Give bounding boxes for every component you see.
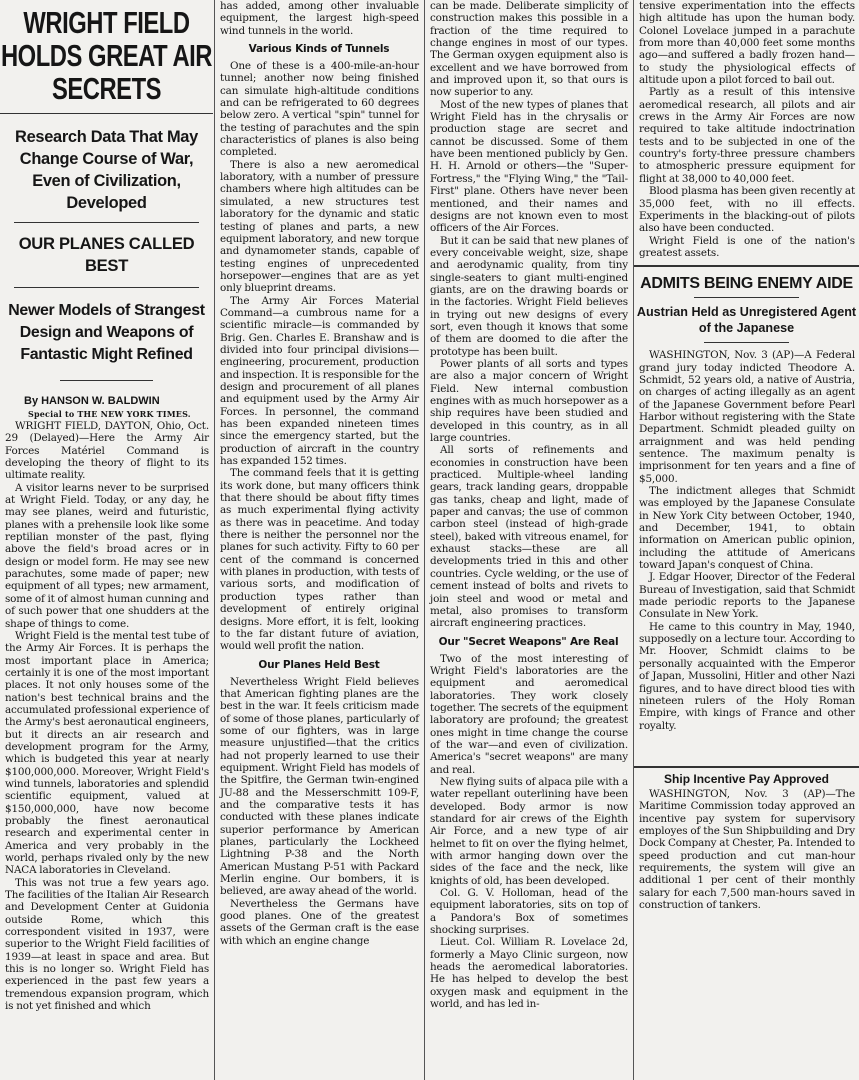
paragraph: Two of the most interesting of Wright Field's laboratories are the equipment and aeromedical laboratories. They work closely together. The secrets of the equipment laboratory are profound; the greatest ones might in time change the course of the war—and even of civilization. America's "secret weapons" are many and real. xyxy=(430,652,628,776)
article-body xyxy=(425,653,632,1011)
divider xyxy=(60,380,153,381)
deck-newer-models: Newer Models of Strangest Design and Weapons of Fantastic Might Refined xyxy=(8,302,205,363)
article-body xyxy=(215,0,423,37)
paragraph: Partly as a result of this intensive aeromedical research, all pilots and air crews in the Army Air Forces are now required to take altitude indoctrination tests and to be subjected in one of the country's forty-three pressure chambers to atmospheric pressure equipment for flight at 38,000 to 40,000 feet. xyxy=(639,86,855,185)
article-body xyxy=(0,420,213,1013)
deck-research-data: Research Data That May Change Course of War, Even of Civilization, Developed xyxy=(15,128,198,212)
subhead-planes-best: Our Planes Held Best xyxy=(258,658,380,671)
article-body xyxy=(215,676,423,948)
divider xyxy=(634,766,859,768)
deck-our-planes: OUR PLANES CALLED BEST xyxy=(18,234,195,275)
column-2 xyxy=(215,0,423,1080)
paragraph: This was not true a few years ago. The facilities of the Italian Air Research and Development Center at Guidonia outside Rome, which this correspondent visited in 1937, were superior to the Wright Field facilities of 1939—at least in space and area. But this is no longer so. Wright Field has experienced in the past few years a tremendous expansion program, which is not yet finished and which xyxy=(5,876,209,1013)
paragraph: Lieut. Col. William R. Lovelace 2d, formerly a Mayo Clinic surgeon, now heads the aeromedical laboratories. He has helped to develop the best oxygen mask and equipment in the world, and has led in- xyxy=(430,936,628,1011)
story-headline-ship-pay: Ship Incentive Pay Approved xyxy=(664,771,829,786)
paragraph: Nevertheless the Germans have good planes. One of the greatest assets of the German craft is the ease with which an engine change xyxy=(220,897,419,947)
paragraph: Blood plasma has been given recently at 35,000 feet, with no ill effects. Experiments in the blacking-out of pilots also have been conducted. xyxy=(639,185,855,235)
divider xyxy=(14,287,199,288)
paragraph: Most of the new types of planes that Wright Field has in the chrysalis or production stage are secret and cannot be discussed. Some of them have been mentioned publicly by Gen. H. H. Arnold or others—the "Super-Fortress," the "Flying Wing," the "Tail-First" plane. Others have never been mentioned, and their names and designs are not known even to most officers of the Air Forces. xyxy=(430,98,628,235)
article-body xyxy=(634,788,859,911)
divider xyxy=(694,297,799,298)
paragraph: J. Edgar Hoover, Director of the Federal Bureau of Investigation, said that Schmidt made periodic reports to the Japanese Consulate in New York. xyxy=(639,571,855,621)
article-body xyxy=(634,349,859,732)
paragraph: can be made. Deliberate simplicity of construction makes this possible in a fraction of the time required to change engines in most of our types. The German oxygen equipment also is excellent and we have borrowed from and improved upon it, so that ours is now superior to any. xyxy=(430,0,628,99)
paragraph: The Army Air Forces Material Command—a cumbrous name for a scientific miracle—is commanded by Brig. Gen. Charles E. Branshaw and is divided into four principal divisions—engineering, procurement, production and inspection. It is responsible for the design and procurement of all planes and equipment used by the Army Air Forces. In personnel, the command has been expanded nineteen times since the emergency started, but the production of aircraft in the country has expanded 152 times. xyxy=(220,294,419,468)
paragraph: tensive experimentation into the effects high altitude has upon the human body. Colonel Lovelace jumped in a parachute from more than 40,000 feet some months ago—and suffered a badly frozen hand—to study the physiological effects of altitude upon a pilot forced to bail out. xyxy=(639,0,855,87)
subhead-secret-weapons: Our "Secret Weapons" Are Real xyxy=(438,635,619,648)
divider xyxy=(0,113,213,114)
paragraph: A visitor learns never to be surprised at Wright Field. Today, or any day, he may see planes, weird and futuristic, planes with a prehensile look like some reptilian monster of the past, flying above the field's broad acres or in design or model form. He may see new parachutes, some made of paper; new equipment of all types; new armament, some of it of almost human cunning and of such power that one shudders at the shape of things to come. xyxy=(5,481,209,630)
paragraph: WASHINGTON, Nov. 3 (AP)—A Federal grand jury today indicted Theodore A. Schmidt, 52 years old, a native of Austria, on charges of acting illegally as an agent of the Japanese Government before Pearl Harbor without registering with the State Department. Schmidt pleaded guilty on arraignment and was held pending sentence. The maximum penalty is imprisonment for ten years and a fine of $5,000. xyxy=(639,349,855,485)
paragraph: The indictment alleges that Schmidt was employed by the Japanese Consulate in New York City between October, 1940, and December, 1941, to obtain information on American public opinion, including the attitude of Americans toward Japan's conquest of China. xyxy=(639,485,855,572)
main-headline: WRIGHT FIELD HOLDS GREAT AIR SECRETS xyxy=(0,6,213,106)
divider xyxy=(634,265,859,267)
paragraph: Nevertheless Wright Field believes that American fighting planes are the best in the war. It feels criticism made of some of those planes, particularly of some of our fighters, was in large measure unjustified—that the critics had not properly learned to use their equipment. Wright Field has models of the Spitfire, the German twin-engined JU-88 and the Messerschmitt 109-F, and the comparative tests it has conducted with these planes indicate superior performance by American planes, particularly the Lockheed Lightning P-38 and the North American Mustang P-51 with Packard Merlin engine. Our bombers, it is believed, are away ahead of the world. xyxy=(220,675,419,898)
paragraph: He came to this country in May, 1940, supposedly on a lecture tour. According to Mr. Hoover, Schmidt claims to be personally acquainted with the Emperor of Japan, Mussolini, Hitler and other Nazi figures, and to have direct blood ties with nineteen rulers of the Holy Roman Empire, with kings of France and other royalty. xyxy=(639,620,855,732)
paragraph: But it can be said that new planes of every conceivable weight, size, shape and aerodynamic quality, from tiny single-seaters to giant multi-engined giants, are on the drawing boards or in the factories. Wright Field believes in trying out new designs of every sort, even though it knows that some of them are doomed to die after the prototype has been built. xyxy=(430,234,628,358)
byline: By HANSON W. BALDWIN xyxy=(24,395,160,407)
article-body xyxy=(634,0,859,259)
column-3 xyxy=(425,0,632,1080)
paragraph: The command feels that it is getting its work done, but many officers think that there should be about fifty times as much experimental flying activity as there was in peacetime. And today there is neither the personnel nor the planes for such activity. Fifty to 60 per cent of the command is concerned with planes in production, with tests of various sorts, and modification of production types rather than development of entirely original designs. More effort, it is felt, looking to the far distant future of aviation, would well profit the nation. xyxy=(220,467,419,653)
paragraph: One of these is a 400-mile-an-hour tunnel; another now being finished can simulate high-altitude conditions and can be refrigerated to 60 degrees below zero. A vertical "spin" tunnel for the testing of parachutes and the spin characteristics of planes is also being completed. xyxy=(220,60,419,159)
subhead-tunnels: Various Kinds of Tunnels xyxy=(248,43,390,56)
divider xyxy=(704,342,789,343)
article-body xyxy=(215,60,423,653)
paragraph: Wright Field is one of the nation's greatest assets. xyxy=(639,234,855,259)
story-deck-enemy-aide: Austrian Held as Unregistered Agent of the Japanese xyxy=(636,305,857,336)
paragraph: has added, among other invaluable equipment, the largest high-speed wind tunnels in the world. xyxy=(220,0,419,37)
paragraph: There is also a new aeromedical laboratory, with a number of pressure chambers where high altitudes can be simulated, a new structures test laboratory for the dynamic and static testing of planes and parts, a new equipment laboratory, and new torque and dynamometer stands, capable of testing engines of unprecedented horsepower—engines that are as yet only blueprint dreams. xyxy=(220,158,419,295)
story-headline-enemy-aide: ADMITS BEING ENEMY AIDE xyxy=(640,275,853,293)
column-1 xyxy=(0,0,213,1080)
paragraph: WRIGHT FIELD, DAYTON, Ohio, Oct. 29 (Delayed)—Here the Army Air Forces Matériel Command is developing the theory of flight to its ultimate reality. xyxy=(5,420,209,482)
paragraph: Col. G. V. Holloman, head of the equipment laboratories, sits on top of a Pandora's Box of sometimes shocking surprises. xyxy=(430,887,628,937)
paragraph: Wright Field is the mental test tube of the Army Air Forces. It is perhaps the most important place in America; certainly it is one of the most important places. It not only houses some of the nation's best technical brains and the accumulated professional experience of the Army's best aeronautical engineers, but it directs an air research and development program for the Army, which is budgeted this year at nearly $100,000,000. Moreover, Wright Field's wind tunnels, laboratories and splendid scientific equipment, valued at $150,000,000, have now become probably the finest aeronautical research and experimental center in America and very probably in the world, perhaps rivaled only by the new NACA laboratories in Cleveland. xyxy=(5,629,209,877)
column-4 xyxy=(634,0,859,1080)
special-credit: Special to THE NEW YORK TIMES. xyxy=(28,409,191,419)
paragraph: Power plants of all sorts and types are also a major concern of Wright Field. New internal combustion engines with as much horsepower as a ship requires have been studied and developed in this country, as in all large countries. xyxy=(430,357,628,445)
article-body xyxy=(425,0,632,630)
paragraph: All sorts of refinements and economies in construction have been practiced. Multiple-wheel landing gears, track landing gears, droppable gas tanks, cheap and light, made of paper and canvas; the use of common carbon steel (instead of high-grade steel), baked with vitreous enamel, for exhaust stacks—these are all developments tried in this and other countries. Cycle welding, or the use of cement instead of bolts and rivets to join steel and wood or metal and metal, also promises to transform aircraft engineering practices. xyxy=(430,444,628,630)
paragraph: New flying suits of alpaca pile with a water repellant outerlining have been developed. Body armor is now standard for air crews of the Eighth Air Force, and a new type of air helmet to fit on over the flying helmet, with armor hanging down over the sides of the face and the neck, like knights of old, has been developed. xyxy=(430,775,628,887)
paragraph: WASHINGTON, Nov. 3 (AP)—The Maritime Commission today approved an incentive pay system for supervisory employes of the Sun Shipbuilding and Dry Dock Company at Chester, Pa. Intended to speed production and cut man-hour requirements, the system will give an additional 1 per cent of their monthly salary for each 7,500 man-hours saved in construction of tankers. xyxy=(639,787,855,911)
divider xyxy=(14,222,199,223)
